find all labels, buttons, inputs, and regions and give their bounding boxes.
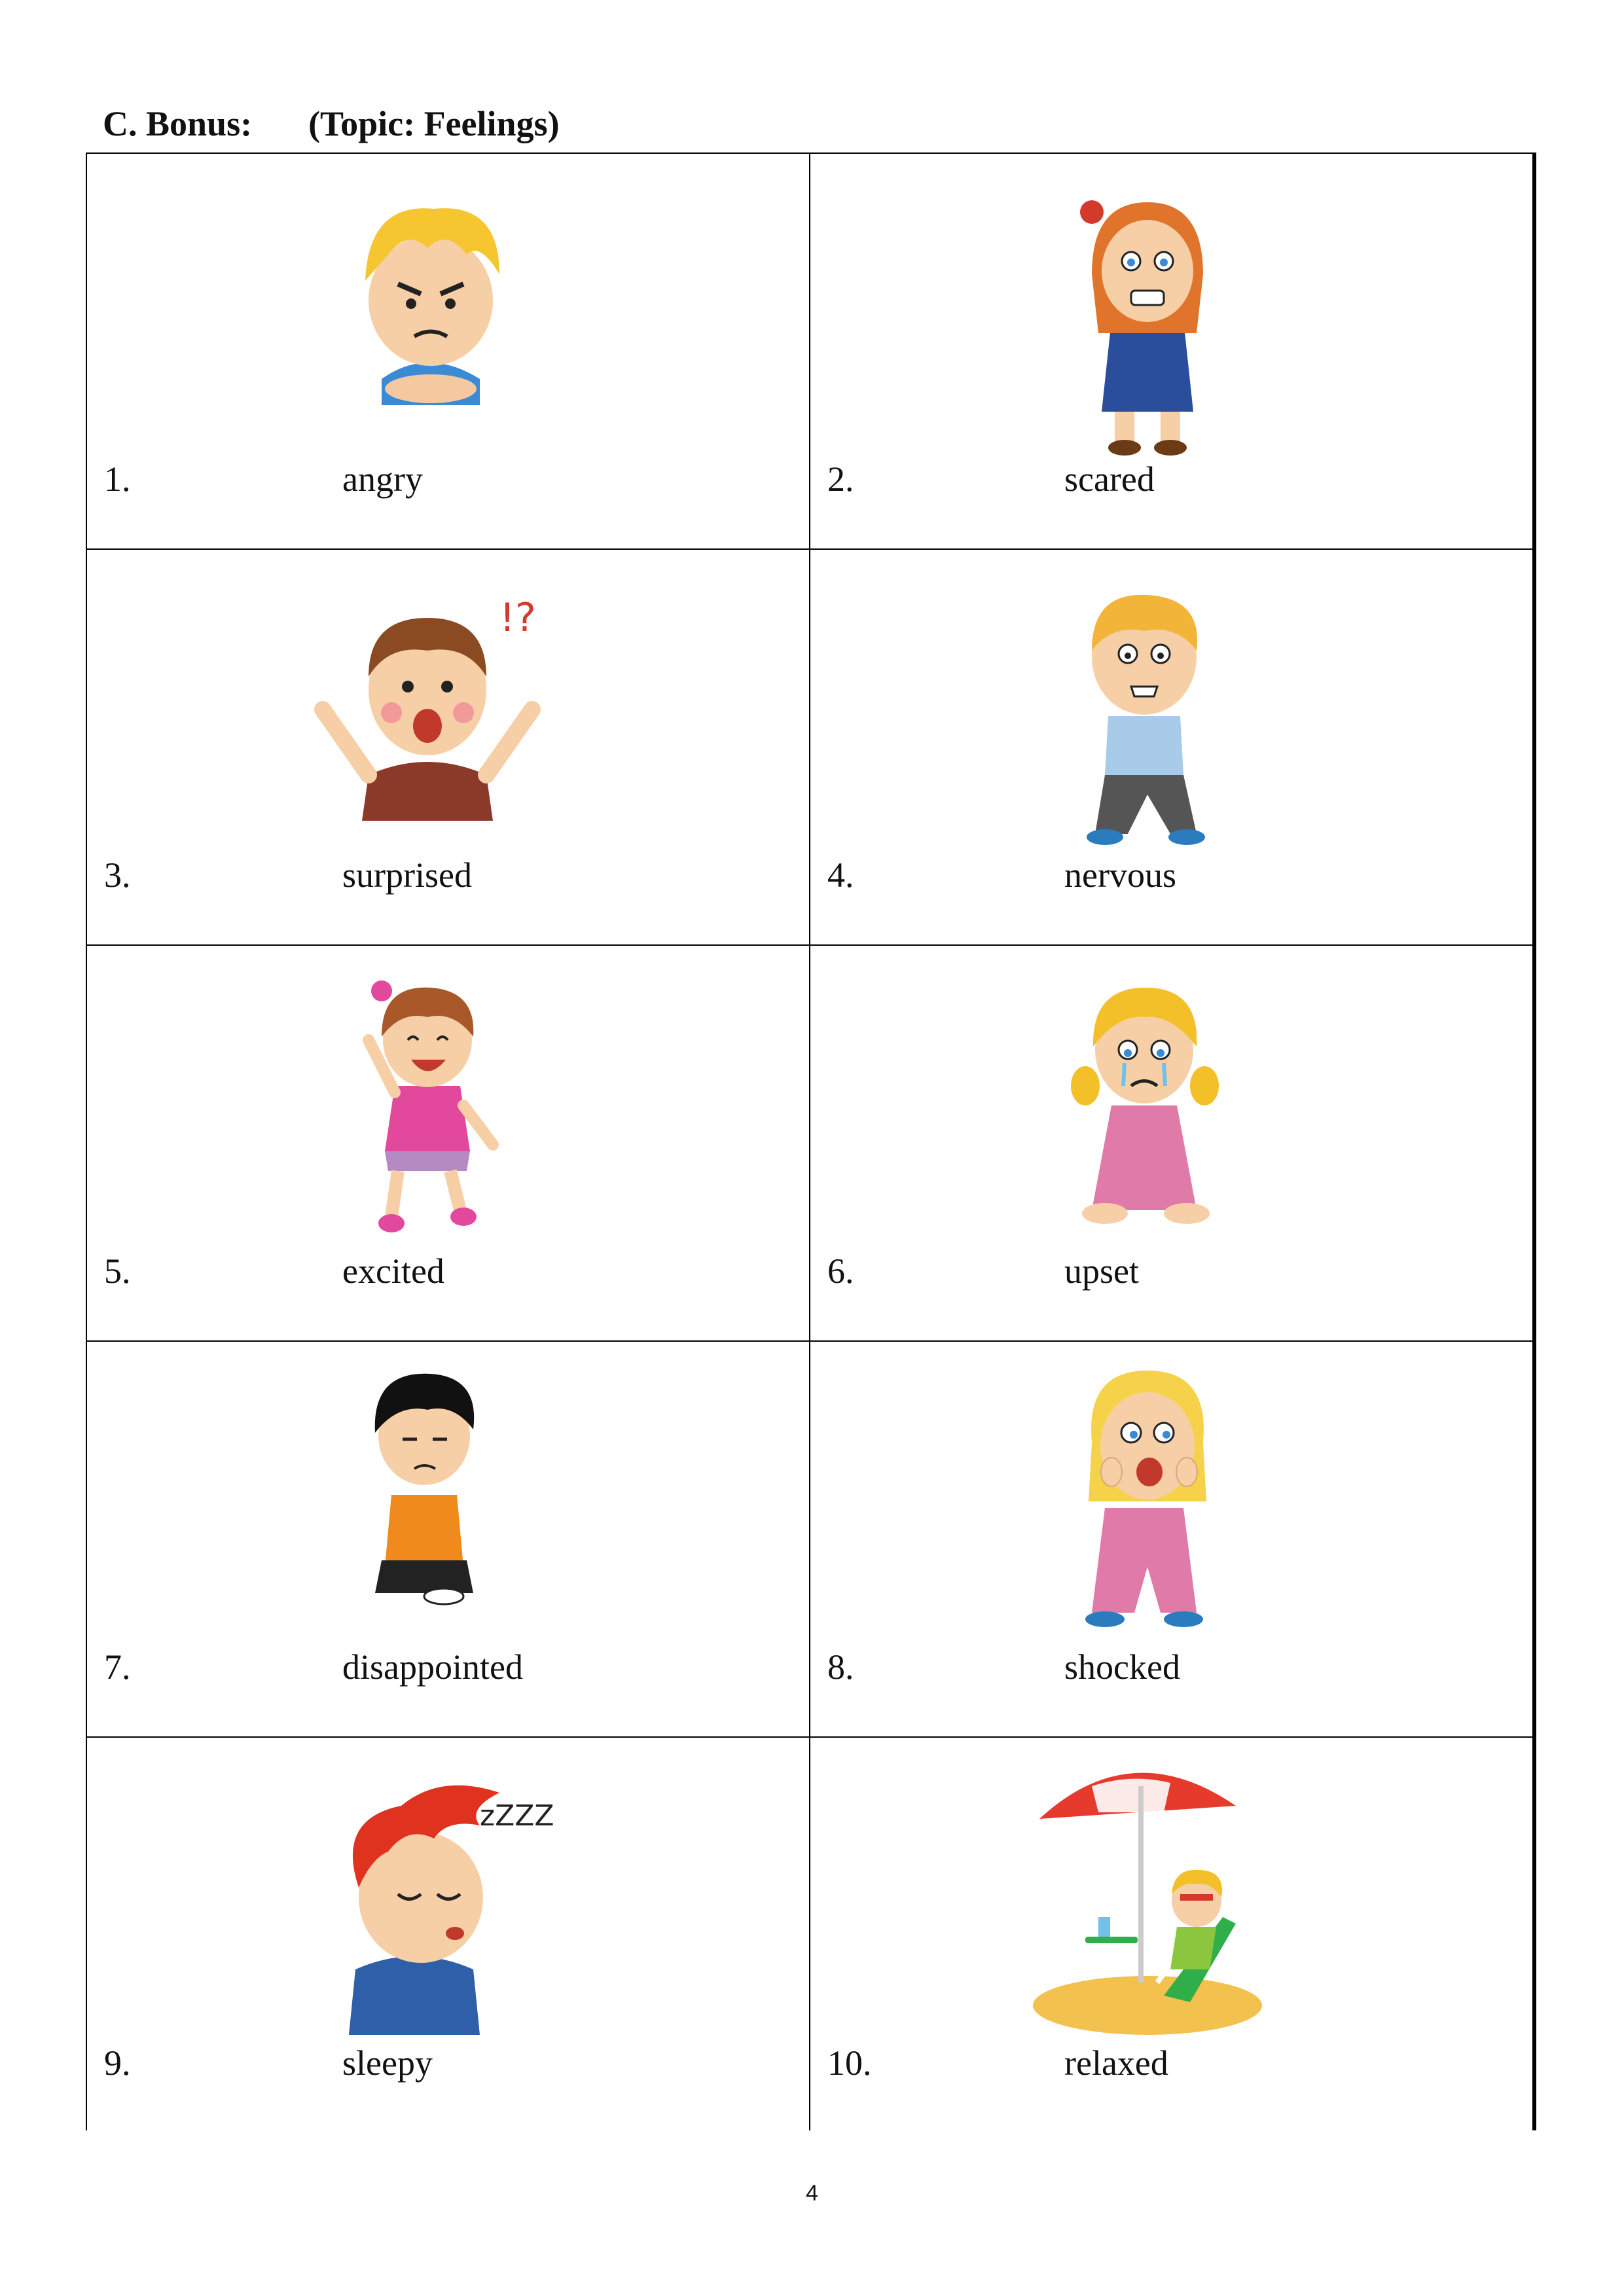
shocked-girl-illustration bbox=[1000, 1351, 1288, 1645]
angry-boy-illustration bbox=[283, 163, 571, 457]
item-word: shocked bbox=[1064, 1647, 1180, 1687]
item-number: 10. bbox=[827, 2043, 872, 2083]
feeling-cell-upset bbox=[810, 946, 1532, 1340]
svg-text:!?: !? bbox=[499, 595, 536, 641]
item-number: 3. bbox=[104, 855, 131, 895]
scared-girl-illustration bbox=[1000, 163, 1288, 457]
item-number: 6. bbox=[827, 1251, 854, 1291]
item-word: relaxed bbox=[1064, 2043, 1168, 2083]
feelings-table bbox=[86, 152, 1536, 2130]
item-number: 1. bbox=[104, 459, 131, 499]
section-heading bbox=[103, 103, 560, 144]
svg-text:zZZZ: zZZZ bbox=[480, 1799, 554, 1833]
excited-girl-illustration bbox=[283, 955, 571, 1249]
item-word: sleepy bbox=[342, 2043, 433, 2083]
item-word: upset bbox=[1064, 1251, 1139, 1291]
feeling-cell-relaxed bbox=[810, 1738, 1532, 2132]
feeling-cell-scared bbox=[810, 154, 1532, 548]
item-word: nervous bbox=[1064, 855, 1176, 895]
item-word: angry bbox=[342, 459, 423, 499]
feeling-cell-sleepy bbox=[87, 1738, 809, 2132]
relaxed-girl-illustration bbox=[1000, 1747, 1288, 2041]
item-word: scared bbox=[1064, 459, 1155, 499]
item-word: disappointed bbox=[342, 1647, 523, 1687]
item-word: excited bbox=[342, 1251, 444, 1291]
feeling-cell-surprised bbox=[87, 550, 809, 944]
feeling-cell-angry bbox=[87, 154, 809, 548]
feeling-cell-shocked bbox=[810, 1342, 1532, 1736]
feeling-cell-disappointed bbox=[87, 1342, 809, 1736]
upset-girl-illustration bbox=[1000, 955, 1288, 1249]
item-number: 8. bbox=[827, 1647, 854, 1687]
section-label: C. Bonus: bbox=[103, 104, 253, 143]
item-word: surprised bbox=[342, 855, 472, 895]
item-number: 7. bbox=[104, 1647, 131, 1687]
page-number: 4 bbox=[806, 2181, 818, 2206]
surprised-boy-illustration bbox=[283, 559, 571, 853]
item-number: 5. bbox=[104, 1251, 131, 1291]
item-number: 2. bbox=[827, 459, 854, 499]
nervous-boy-illustration bbox=[1000, 559, 1288, 853]
sleepy-boy-illustration bbox=[283, 1747, 571, 2041]
section-topic: (Topic: Feelings) bbox=[308, 104, 560, 143]
feeling-cell-excited bbox=[87, 946, 809, 1340]
feeling-cell-nervous bbox=[810, 550, 1532, 944]
item-number: 9. bbox=[104, 2043, 131, 2083]
disappointed-boy-illustration bbox=[283, 1351, 571, 1645]
item-number: 4. bbox=[827, 855, 854, 895]
